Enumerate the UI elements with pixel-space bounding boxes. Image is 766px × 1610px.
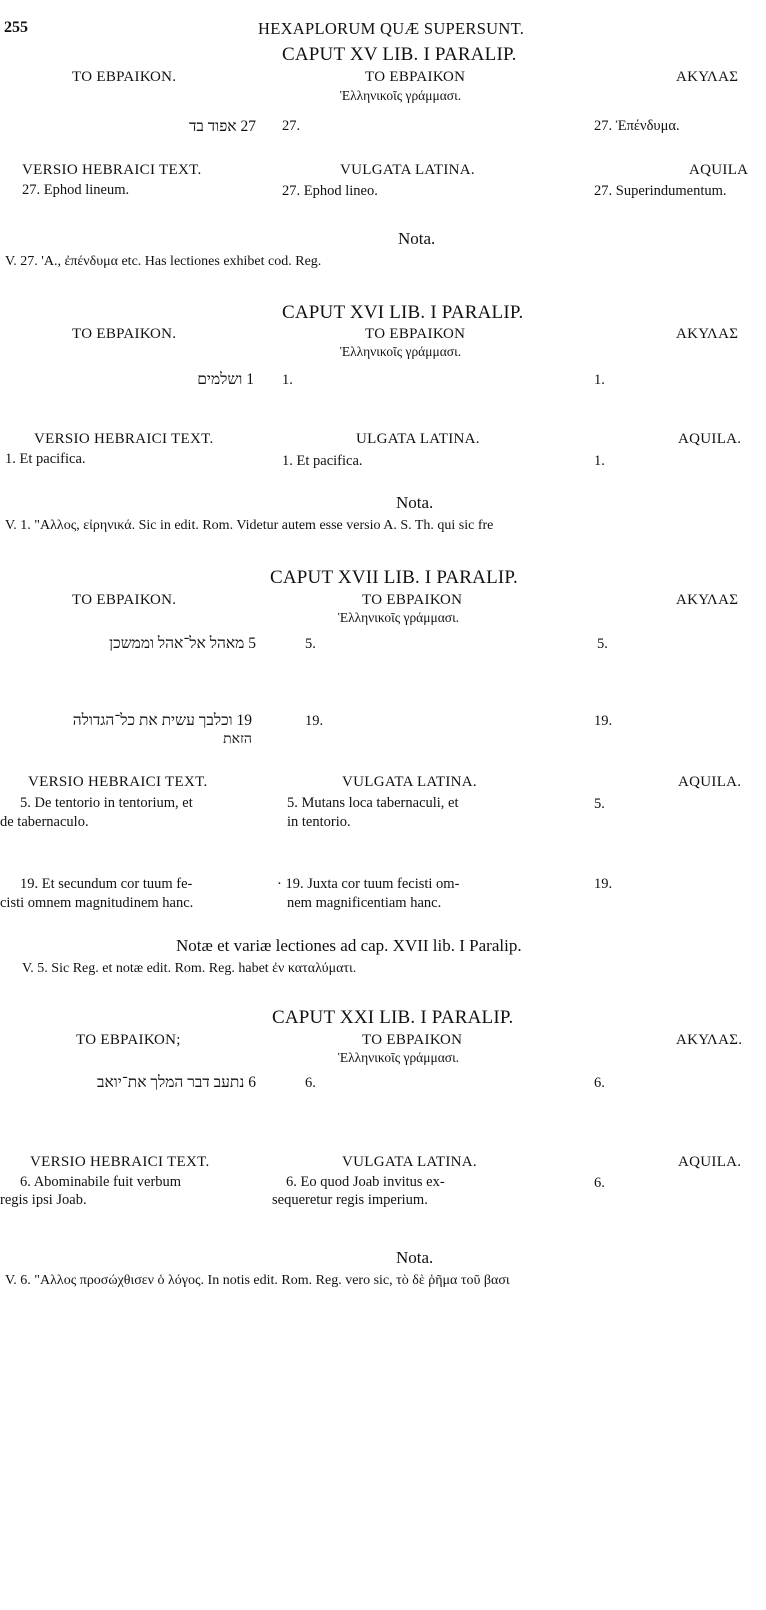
col-akylas: ΑΚΥΛΑΣ xyxy=(676,592,739,608)
hebrew-verse-19-cont: הזאת xyxy=(223,732,252,747)
vulgata-verse-27: 27. Ephod lineo. xyxy=(282,183,378,199)
col-versio: VERSIO HEBRAICI TEXT. xyxy=(34,431,214,447)
vulgata-verse-5-line1: 5. Mutans loca tabernaculi, et xyxy=(287,795,459,811)
col-hebraikon: ΤΟ ΕΒΡΑΙΚΟΝ; xyxy=(76,1032,181,1048)
nota-heading: Nota. xyxy=(396,493,434,512)
vulgata-verse-5-line2: in tentorio. xyxy=(287,814,351,830)
hebrew-verse-5: 5 מאהל אל־אהל וממשכן xyxy=(109,635,256,652)
running-head: HEXAPLORUM QUÆ SUPERSUNT. xyxy=(258,19,525,38)
aquila-verse-6: 6. xyxy=(594,1075,605,1091)
col-hebraikon-greek: ΤΟ ΕΒΡΑΙΚΟΝ xyxy=(362,1032,463,1048)
col-vulgata: ULGATA LATINA. xyxy=(356,431,480,447)
nota-heading: Nota. xyxy=(396,1248,434,1267)
col-aquila: AQUILA. xyxy=(678,1154,742,1170)
aquila-latin-verse-27: 27. Superindumentum. xyxy=(594,183,727,199)
col-aquila: AQUILA. xyxy=(678,431,742,447)
greek-verse-5: 5. xyxy=(305,636,316,652)
versio-verse-5-line1: 5. De tentorio in tentorium, et xyxy=(20,795,193,811)
versio-verse-27: 27. Ephod lineum. xyxy=(22,182,130,198)
greek-verse-1: 1. xyxy=(282,372,293,388)
col-versio: VERSIO HEBRAICI TEXT. xyxy=(22,162,202,178)
hebrew-verse-27: 27 אפוד בד xyxy=(188,118,256,135)
aquila-verse-5: 5. xyxy=(597,636,608,652)
aquila-verse-1: 1. xyxy=(594,372,605,388)
greek-verse-6: 6. xyxy=(305,1075,316,1091)
hebrew-verse-1: 1 ושלמים xyxy=(197,371,254,388)
col-versio: VERSIO HEBRAICI TEXT. xyxy=(28,774,208,790)
col-versio: VERSIO HEBRAICI TEXT. xyxy=(30,1154,210,1170)
vulgata-verse-6-line1: 6. Eo quod Joab invitus ex- xyxy=(286,1174,445,1190)
aquila-latin-verse-6: 6. xyxy=(594,1175,605,1191)
versio-verse-6-line2: regis ipsi Joab. xyxy=(0,1192,87,1208)
col-hebraikon-greek: ΤΟ ΕΒΡΑΙΚΟΝ xyxy=(362,592,463,608)
vulgata-verse-1: 1. Et pacifica. xyxy=(282,453,363,469)
nota-text: V. 1. "Αλλος, εἰρηνικά. Sic in edit. Rom. Videtur autem esse versio A. S. Th. qui sic fre xyxy=(5,518,494,533)
section-title: CAPUT XV LIB. I PARALIP. xyxy=(282,44,517,65)
versio-verse-6-line1: 6. Abominabile fuit verbum xyxy=(20,1174,182,1190)
col-hebraikon: ΤΟ ΕΒΡΑΙΚΟΝ. xyxy=(72,69,177,85)
col-hebraikon: ΤΟ ΕΒΡΑΙΚΟΝ. xyxy=(72,592,177,608)
col-aquila: AQUILA. xyxy=(678,774,742,790)
col-hebraikon: ΤΟ ΕΒΡΑΙΚΟΝ. xyxy=(72,326,177,342)
vulgata-verse-19-line2: nem magnificentiam hanc. xyxy=(287,895,442,911)
nota-heading: Notæ et variæ lectiones ad cap. XVII lib. I Paralip. xyxy=(176,936,522,955)
col-hebraikon-greek: ΤΟ ΕΒΡΑΙΚΟΝ xyxy=(365,326,466,342)
col-hellenikois: Ἑλληνικοῖς γράμμασι. xyxy=(338,1050,460,1065)
nota-text: V. 27. 'Α., ἐπένδυμα etc. Has lectiones exhibet cod. Reg. xyxy=(5,254,322,269)
col-vulgata: VULGATA LATINA. xyxy=(342,774,477,790)
section-title: CAPUT XXI LIB. I PARALIP. xyxy=(272,1007,514,1028)
nota-text: V. 6. "Αλλος προσώχθισεν ὁ λόγος. In notis edit. Rom. Reg. vero sic, τὸ δὲ ῥῆμα τοῦ βασι xyxy=(5,1273,510,1288)
aquila-latin-verse-19: 19. xyxy=(594,876,613,892)
greek-verse-19: 19. xyxy=(305,713,324,729)
versio-verse-19-line1: 19. Et secundum cor tuum fe- xyxy=(20,876,193,892)
col-akylas: ΑΚΥΛΑΣ xyxy=(676,326,739,342)
aquila-verse-27: 27. Ἐπένδυμα. xyxy=(594,118,680,134)
col-akylas: ΑΚΥΛΑΣ xyxy=(676,69,739,85)
aquila-latin-verse-1: 1. xyxy=(594,453,605,469)
col-hellenikois: Ἑλληνικοῖς γράμμασι. xyxy=(340,88,462,103)
versio-verse-5-line2: de tabernaculo. xyxy=(0,814,89,830)
nota-heading: Nota. xyxy=(398,229,436,248)
col-hellenikois: Ἑλληνικοῖς γράμμασι. xyxy=(338,610,460,625)
col-vulgata: VULGATA LATINA. xyxy=(340,162,475,178)
versio-verse-1: 1. Et pacifica. xyxy=(5,451,86,467)
hebrew-verse-19: 19 וכלבך עשית את כל־הגדולה xyxy=(72,712,252,729)
col-hellenikois: Ἑλληνικοῖς γράμμασι. xyxy=(340,344,462,359)
hebrew-verse-6: 6 נתעב דבר המלך את־יואב xyxy=(97,1074,256,1091)
vulgata-verse-19-line1: · 19. Juxta cor tuum fecisti om- xyxy=(277,876,460,892)
aquila-latin-verse-5: 5. xyxy=(594,796,605,812)
nota-text: V. 5. Sic Reg. et notæ edit. Rom. Reg. habet ἐν καταλύματι. xyxy=(22,961,357,976)
col-akylas: ΑΚΥΛΑΣ. xyxy=(676,1032,743,1048)
section-title: CAPUT XVI LIB. I PARALIP. xyxy=(282,302,524,323)
col-vulgata: VULGATA LATINA. xyxy=(342,1154,477,1170)
col-hebraikon-greek: ΤΟ ΕΒΡΑΙΚΟΝ xyxy=(365,69,466,85)
aquila-verse-19: 19. xyxy=(594,713,613,729)
greek-verse-27: 27. xyxy=(282,118,301,134)
versio-verse-19-line2: cisti omnem magnitudinem hanc. xyxy=(0,895,194,911)
section-title: CAPUT XVII LIB. I PARALIP. xyxy=(270,567,519,588)
vulgata-verse-6-line2: sequeretur regis imperium. xyxy=(272,1192,428,1208)
page-number: 255 xyxy=(4,19,28,36)
col-aquila: AQUILA xyxy=(689,162,749,178)
